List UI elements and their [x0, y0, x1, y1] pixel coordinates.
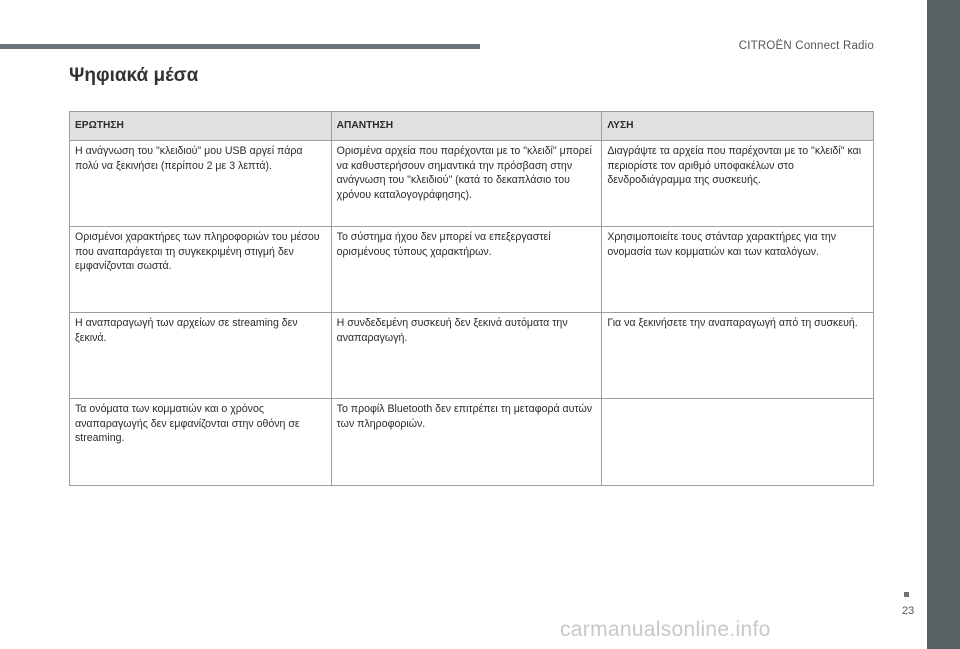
column-header-question: ΕΡΩΤΗΣΗ	[70, 112, 332, 141]
question-cell: Η ανάγνωση του "κλειδιού" μου USB αργεί πάρα πολύ να ξεκινήσει (περίπου 2 με 3 λεπτά).	[70, 141, 332, 227]
solution-cell: Διαγράψτε τα αρχεία που παρέχονται με το "κλειδί" και περιορίστε τον αριθμό υποφακέλων στο δενδροδιάγραμμα της συσκευής.	[602, 141, 874, 227]
solution-cell: Χρησιμοποιείτε τους στάνταρ χαρακτήρες για την ονομασία των κομματιών και των καταλόγων.	[602, 227, 874, 313]
question-cell: Η αναπαραγωγή των αρχείων σε streaming δεν ξεκινά.	[70, 313, 332, 399]
question-cell: Ορισμένοι χαρακτήρες των πληροφοριών του μέσου που αναπαράγεται τη συγκεκριμένη στιγμή δεν εμφανίζονται σωστά.	[70, 227, 332, 313]
header-brand: CITROËN Connect Radio	[738, 40, 874, 52]
solution-cell: Για να ξεκινήσετε την αναπαραγωγή από τη συσκευή.	[602, 313, 874, 399]
header-rule	[0, 44, 480, 49]
column-header-answer: ΑΠΑΝΤΗΣΗ	[331, 112, 602, 141]
table-row	[70, 313, 874, 399]
page-marker	[904, 592, 909, 597]
column-header-solution: ΛΥΣΗ	[602, 112, 874, 141]
table-header-row	[70, 112, 874, 141]
answer-cell: Το σύστημα ήχου δεν μπορεί να επεξεργαστεί ορισμένους τύπους χαρακτήρων.	[331, 227, 602, 313]
question-cell: Τα ονόματα των κομματιών και ο χρόνος αναπαραγωγής δεν εμφανίζονται στην οθόνη σε streaming.	[70, 399, 332, 486]
page-number: 23	[902, 605, 915, 617]
solution-cell	[602, 399, 874, 486]
watermark: carmanualsonline.info	[560, 618, 771, 641]
answer-cell: Το προφίλ Bluetooth δεν επιτρέπει τη μεταφορά αυτών των πληροφοριών.	[331, 399, 602, 486]
table-row	[70, 227, 874, 313]
answer-cell: Ορισμένα αρχεία που παρέχονται με το "κλειδί" μπορεί να καθυστερήσουν σημαντικά την πρόσβαση στην ανάγνωση του "κλειδιού" (κατά το δεκαπλάσιο του χρόνου καταλογογράφησης).	[331, 141, 602, 227]
page-edge-bar	[927, 0, 960, 649]
table-row	[70, 399, 874, 486]
answer-cell: Η συνδεδεμένη συσκευή δεν ξεκινά αυτόματα την αναπαραγωγή.	[331, 313, 602, 399]
page-title: Ψηφιακά μέσα	[69, 65, 199, 86]
table-row	[70, 141, 874, 227]
troubleshooting-table	[69, 111, 874, 486]
